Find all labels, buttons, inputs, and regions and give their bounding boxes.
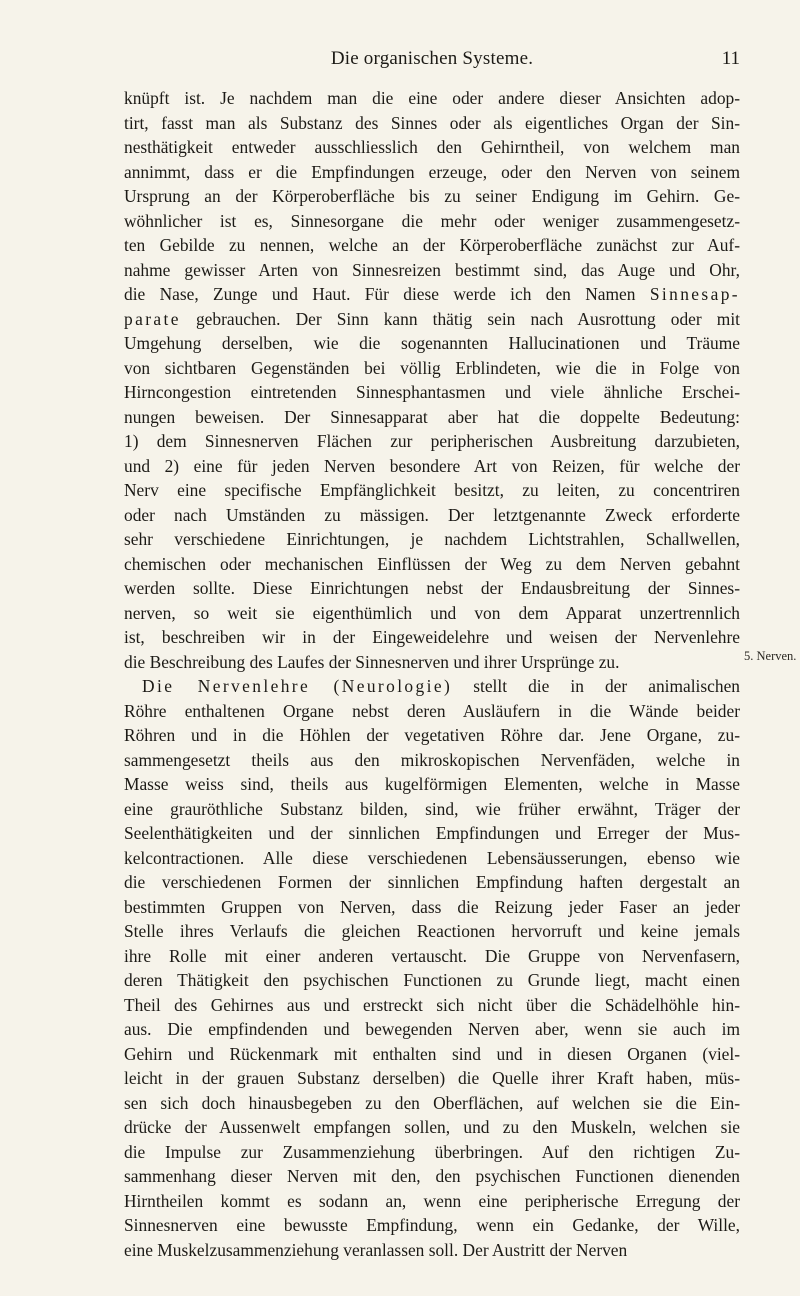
text-line: die verschiedenen Formen der sinnlichen Empfindung haften dergestalt an <box>124 872 740 892</box>
text-line: bestimmten Gruppen von Nerven, dass die Reizung jeder Faser an jeder <box>124 896 740 917</box>
text-segment: die Nase, Zunge und Haut. Für diese werde ich den Namen <box>124 284 636 304</box>
text-line: eine Muskelzusammenziehung veranlassen soll. Der Austritt der Nerven <box>124 1239 628 1260</box>
text-line: die Impulse zur Zusammenziehung überbringen. Auf den richtigen Zu- <box>124 1141 740 1162</box>
text-segment: stellt die in der animalischen <box>473 676 740 696</box>
text-line: 1) dem Sinnesnerven Flächen zur peripherischen Ausbreitung darzubieten, <box>124 431 740 451</box>
text-line: deren Thätigkeit den psychischen Functionen zu Grunde liegt, macht einen <box>124 970 740 990</box>
text-line: Stelle ihres Verlaufs die gleichen Reactionen hervorruft und keine jemals <box>124 921 740 941</box>
text-line: Ursprung an der Körperoberfläche bis zu seiner Endigung im Gehirn. Ge- <box>124 186 740 206</box>
text-line: von sichtbaren Gegenständen bei völlig Erblindeten, wie die in Folge von <box>124 357 740 378</box>
text-line: Hirncongestion eintretenden Sinnesphantasmen und viele ähnliche Erschei- <box>124 382 740 402</box>
text-line: oder nach Umständen zu mässigen. Der letztgenannte Zweck erforderte <box>124 504 740 525</box>
body-text <box>124 86 740 1262</box>
text-line: Sinnesnerven eine bewusste Empfindung, wenn ein Gedanke, der Wille, <box>124 1215 740 1235</box>
text-line: drücke der Aussenwelt empfangen sollen, und zu den Muskeln, welchen sie <box>124 1117 740 1137</box>
page-number: 11 <box>721 48 740 69</box>
text-line: Hirntheilen kommt es sodann an, wenn eine peripherische Erregung der <box>124 1190 740 1211</box>
emphasis-term: parate <box>124 308 181 329</box>
text-line: und 2) eine für jeden Nerven besondere Art von Reizen, für welche der <box>124 455 740 476</box>
text-line: nerven, so weit sie eigenthümlich und von dem Apparat unzertrennlich <box>124 602 740 623</box>
text-line: nungen beweisen. Der Sinnesapparat aber hat die doppelte Bedeutung: <box>124 406 740 427</box>
text-line: wöhnlicher ist es, Sinnesorgane die mehr oder weniger zusammengesetz- <box>124 210 740 231</box>
text-line: sehr verschiedene Einrichtungen, je nachdem Lichtstrahlen, Schallwellen, <box>124 529 740 549</box>
text-line: sen sich doch hinausbegeben zu den Oberflächen, auf welchen sie die Ein- <box>124 1092 740 1113</box>
text-line <box>124 307 740 332</box>
text-line: tirt, fasst man als Substanz des Sinnes oder als eigentliches Organ der Sin- <box>124 112 740 133</box>
emphasis-term: Die Nervenlehre (Neurologie) <box>142 676 453 696</box>
text-line: ist, beschreiben wir in der Eingeweidelehre und weisen der Nervenlehre <box>124 627 740 647</box>
text-line: nahme gewisser Arten von Sinnesreizen bestimmt sind, das Auge und Ohr, <box>124 259 740 280</box>
text-line: ten Gebilde zu nennen, welche an der Körperoberfläche zunächst zur Auf- <box>124 235 740 255</box>
running-head <box>124 48 740 74</box>
text-line: leicht in der grauen Substanz derselben) die Quelle ihrer Kraft haben, müs- <box>124 1068 740 1088</box>
text-line: Umgehung derselben, wie die sogenannten Hallucinationen und Träume <box>124 333 740 353</box>
text-line: knüpft ist. Je nachdem man die eine oder andere dieser Ansichten adop- <box>124 88 740 108</box>
text-line: kelcontractionen. Alle diese verschiedenen Lebensäusserungen, ebenso wie <box>124 847 740 868</box>
text-line: Theil des Gehirnes aus und erstreckt sich nicht über die Schädelhöhle hin- <box>124 994 740 1015</box>
text-line: chemischen oder mechanischen Einflüssen der Weg zu dem Nerven gebahnt <box>124 553 740 574</box>
text-line: Nerv eine specifische Empfänglichkeit besitzt, zu leiten, zu concentriren <box>124 480 740 500</box>
text-segment: gebrauchen. Der Sinn kann thätig sein nach Ausrottung oder mit <box>195 308 740 329</box>
text-line: Röhren und in die Höhlen der vegetativen Röhre dar. Jene Organe, zu- <box>124 725 740 745</box>
text-line: ihre Rolle mit einer anderen vertauscht. Die Gruppe von Nervenfasern, <box>124 945 740 966</box>
text-line: eine grauröthliche Substanz bilden, sind, wie früher erwähnt, Träger der <box>124 798 740 819</box>
text-line: Seelenthätigkeiten und der sinnlichen Empfindungen und Erreger der Mus- <box>124 823 740 843</box>
running-title: Die organischen Systeme. <box>330 48 534 69</box>
text-line: Masse weiss sind, theils aus kugelförmigen Elementen, welche in Masse <box>124 774 740 794</box>
text-line: Röhre enthaltenen Organe nebst deren Ausläufern in die Wände beider <box>124 700 740 721</box>
text-line: annimmt, dass er die Empfindungen erzeuge, oder den Nerven von seinem <box>124 161 740 182</box>
text-line: sammenhang dieser Nerven mit den, den psychischen Functionen dienenden <box>124 1166 740 1186</box>
margin-note: 5. Nerven. <box>744 649 797 663</box>
emphasis-term: Sinnesap- <box>649 284 740 304</box>
text-line: sammengesetzt theils aus den mikroskopischen Nervenfäden, welche in <box>124 749 740 770</box>
text-line: aus. Die empfindenden und bewegenden Nerven aber, wenn sie auch im <box>124 1019 740 1039</box>
text-line <box>124 674 740 699</box>
text-line: die Beschreibung des Laufes der Sinnesnerven und ihrer Ursprünge zu. <box>124 651 620 672</box>
text-line <box>124 282 740 307</box>
text-line: nesthätigkeit entweder ausschliesslich den Gehirntheil, von welchem man <box>124 137 740 157</box>
text-line: Gehirn und Rückenmark mit enthalten sind und in diesen Organen (viel- <box>124 1043 740 1064</box>
text-line: werden sollte. Diese Einrichtungen nebst der Endausbreitung der Sinnes- <box>124 578 740 598</box>
